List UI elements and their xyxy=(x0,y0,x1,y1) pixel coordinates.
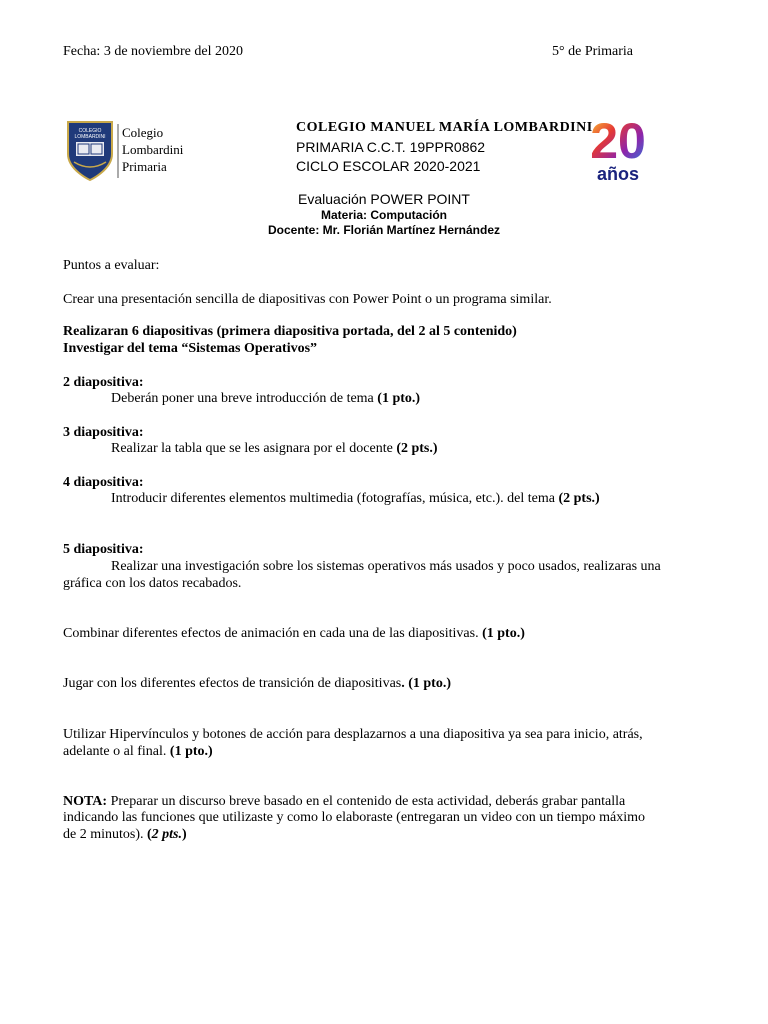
slide5-text-line1: Realizar una investigación sobre los sistemas operativos más usados y poco usados, realizaras una xyxy=(111,559,661,574)
slide2-points: (1 pto.) xyxy=(377,391,421,406)
anniversary-logo xyxy=(584,112,652,184)
school-cycle: CICLO ESCOLAR 2020-2021 xyxy=(296,158,481,174)
hyperlink-desc: adelante o al final. xyxy=(63,744,170,759)
anniversary-word: años xyxy=(596,164,640,184)
anniversary-20-icon xyxy=(584,112,652,184)
grade-text: 5° de Primaria xyxy=(552,44,634,59)
note-line2: indicando las funciones que utilizaste y como lo elaboraste (entregaran un video con un tiempo máximo xyxy=(63,810,645,825)
transition-line xyxy=(63,676,723,692)
note-points-value: 2 pts. xyxy=(151,827,183,842)
logo-caption xyxy=(122,124,183,175)
seal-text-line1: COLEGIO xyxy=(78,128,102,134)
note-line1 xyxy=(63,794,723,810)
hyperlink-points: (1 pto.) xyxy=(169,744,213,759)
note-line3 xyxy=(63,827,723,843)
slide3-desc: Realizar la tabla que se les asignara por el docente xyxy=(111,441,397,456)
slide2-title: 2 diapositiva: xyxy=(63,375,144,390)
slide2-desc: Deberán poner una breve introducción de tema xyxy=(111,391,378,406)
slide4-text xyxy=(111,491,768,507)
school-cct: PRIMARIA C.C.T. 19PPR0862 xyxy=(296,139,486,155)
teacher-line: Docente: Mr. Florián Martínez Hernández xyxy=(267,223,501,237)
slide4-points: (2 pts.) xyxy=(558,491,600,506)
transition-points: . (1 pto.) xyxy=(401,676,452,691)
animation-desc: Combinar diferentes efectos de animación en cada una de las diapositivas. xyxy=(63,626,483,641)
note-text3: de 2 minutos). xyxy=(63,827,147,842)
slide4-desc: Introducir diferentes elementos multimedia (fotografías, música, etc.). del tema xyxy=(111,491,559,506)
hyperlink-line2 xyxy=(63,744,723,760)
slides-count-line: Realizaran 6 diapositivas (primera diapositiva portada, del 2 al 5 contenido) xyxy=(63,324,517,339)
logo-caption-line3: Primaria xyxy=(122,159,167,174)
animation-line xyxy=(63,626,723,642)
points-heading: Puntos a evaluar: xyxy=(63,258,160,273)
slide3-title: 3 diapositiva: xyxy=(63,425,144,440)
topic-line: Investigar del tema “Sistemas Operativos” xyxy=(63,341,318,356)
date-text: Fecha: 3 de noviembre del 2020 xyxy=(63,44,244,59)
subject-line: Materia: Computación xyxy=(320,208,447,222)
slide3-text xyxy=(111,441,768,457)
school-name: COLEGIO MANUEL MARÍA LOMBARDINI xyxy=(296,120,593,135)
anniversary-number: 20 xyxy=(590,113,646,169)
slide5-title: 5 diapositiva: xyxy=(63,542,144,557)
logo-caption-line1: Colegio xyxy=(122,125,164,140)
slide4-title: 4 diapositiva: xyxy=(63,475,144,490)
note-points-close: ) xyxy=(182,827,187,842)
school-logo xyxy=(64,120,184,184)
note-points-open: ( xyxy=(147,827,152,842)
animation-points: (1 pto.) xyxy=(482,626,525,641)
note-text1: Preparar un discurso breve basado en el contenido de esta actividad, deberás grabar pantalla xyxy=(107,794,626,809)
slide3-points: (2 pts.) xyxy=(396,441,438,456)
slide2-text xyxy=(111,391,768,407)
note-points xyxy=(147,827,187,842)
hyperlink-line1: Utilizar Hipervínculos y botones de acción para desplazarnos a una diapositiva ya sea para inicio, atrás, xyxy=(63,727,643,742)
logo-caption-line2: Lombardini xyxy=(122,142,184,157)
note-label: NOTA: xyxy=(63,794,108,809)
transition-desc: Jugar con los diferentes efectos de transición de diapositivas xyxy=(63,676,402,691)
slide5-text-line2: gráfica con los datos recabados. xyxy=(63,576,242,591)
evaluation-title: Evaluación POWER POINT xyxy=(298,191,470,207)
seal-text-line2: LOMBARDINI xyxy=(74,134,106,140)
create-instruction: Crear una presentación sencilla de diapositivas con Power Point o un programa similar. xyxy=(63,292,552,307)
